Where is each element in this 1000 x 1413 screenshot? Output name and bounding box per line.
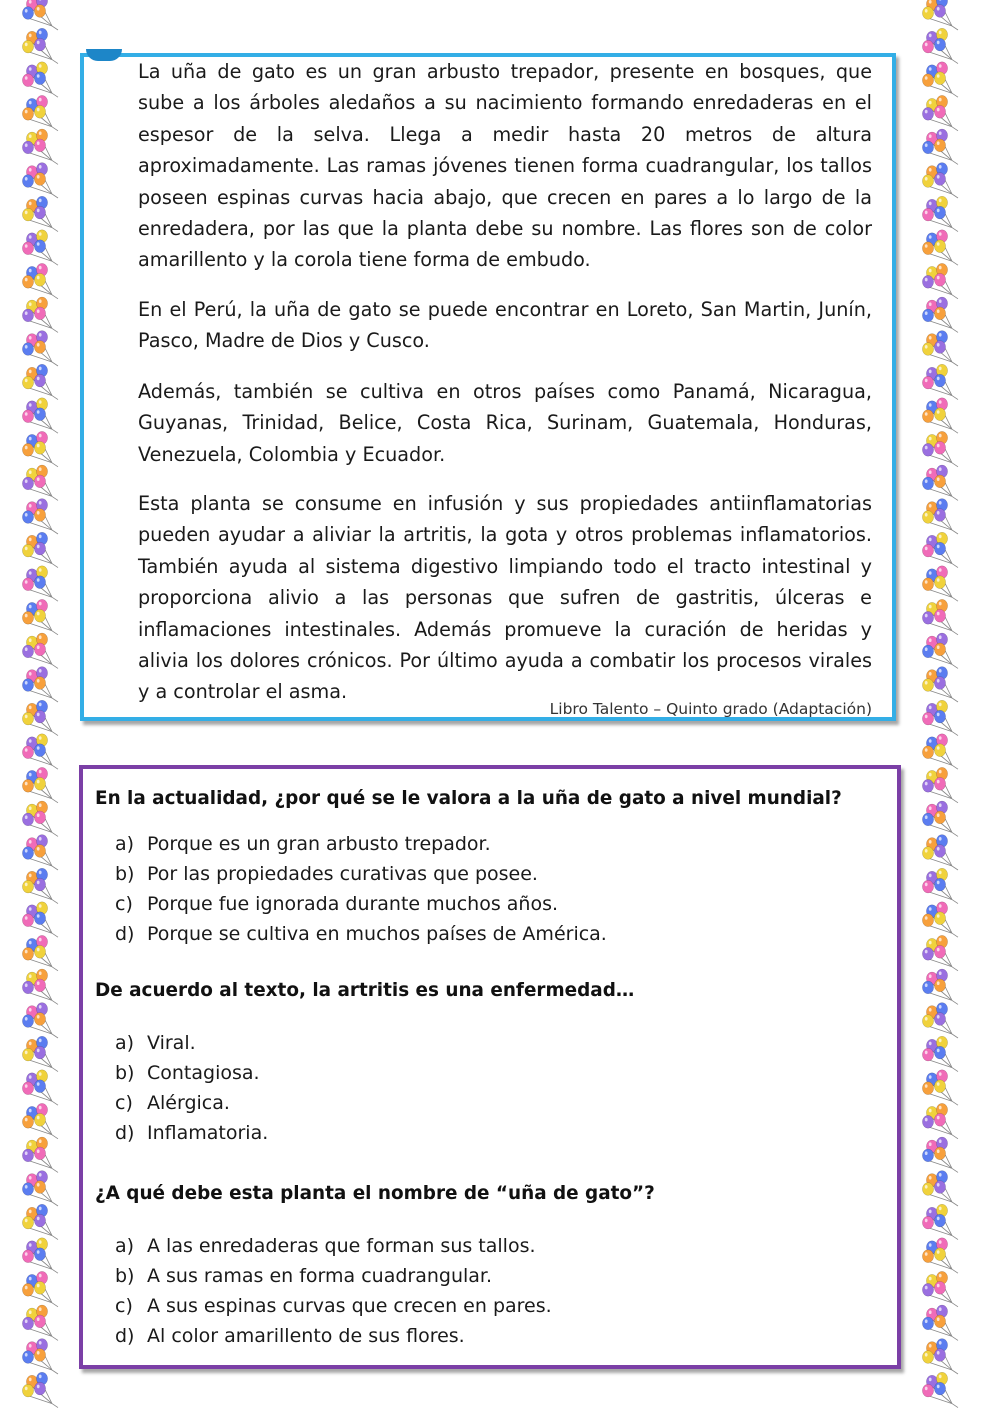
balloon-bunch-icon bbox=[922, 398, 958, 433]
balloon-bunch-icon bbox=[918, 0, 978, 1413]
balloon-bunch-icon bbox=[22, 1103, 58, 1138]
balloon-bunch-icon bbox=[22, 700, 58, 735]
balloon-bunch-icon bbox=[922, 163, 958, 198]
balloon-border-right bbox=[918, 0, 978, 1413]
balloon-bunch-icon bbox=[922, 62, 958, 97]
balloon-bunch-icon bbox=[22, 667, 58, 702]
option-1c[interactable]: c) Porque fue ignorada durante muchos años. bbox=[115, 893, 559, 915]
reading-paragraph-3: Además, también se cultiva en otros países como Panamá, Nicaragua, Guyanas, Trinidad, Belice, Costa Rica, Surinam, Guatemala, Honduras, Venezuela, Colombia y Ecuador. bbox=[138, 380, 872, 466]
option-2c[interactable]: c) Alérgica. bbox=[115, 1092, 230, 1114]
balloon-bunch-icon bbox=[922, 297, 958, 332]
balloon-bunch-icon bbox=[22, 1204, 58, 1239]
balloon-bunch-icon bbox=[922, 801, 958, 836]
balloon-bunch-icon bbox=[22, 633, 58, 668]
balloon-bunch-icon bbox=[22, 935, 58, 970]
balloon-bunch-icon bbox=[22, 62, 58, 97]
reading-paragraph-4: Esta planta se consume en infusión y sus propiedades antiinflamatorias pueden ayudar a aliviar la artritis, la gota y otros problemas inflamatorios. También ayuda al sistema digestivo limpiando todo el tracto intestinal y proporciona alivio a las personas que sufren de gastritis, úlceras e inflamaciones intestinales. Además promueve la curación de heridas y alivia los dolores crónicos. Por último ayuda a combatir los procesos virales y a controlar el asma. bbox=[138, 492, 872, 704]
balloon-bunch-icon bbox=[22, 969, 58, 1004]
balloon-bunch-icon bbox=[922, 599, 958, 634]
reading-paragraph-2: En el Perú, la uña de gato se puede encontrar en Loreto, San Martin, Junín, Pasco, Madre de Dios y Cusco. bbox=[138, 298, 872, 353]
balloon-bunch-icon bbox=[22, 1036, 58, 1071]
balloon-bunch-icon bbox=[922, 667, 958, 702]
option-2a[interactable]: a) Viral. bbox=[115, 1032, 196, 1054]
balloon-bunch-icon bbox=[22, 1271, 58, 1306]
balloon-bunch-icon bbox=[922, 263, 958, 298]
balloon-bunch-icon bbox=[922, 1271, 958, 1306]
balloon-bunch-icon bbox=[922, 935, 958, 970]
balloon-bunch-icon bbox=[22, 1003, 58, 1038]
option-1a[interactable]: a) Porque es un gran arbusto trepador. bbox=[115, 833, 491, 855]
balloon-bunch-icon bbox=[22, 835, 58, 870]
balloon-border-left bbox=[18, 0, 78, 1413]
balloon-bunch-icon bbox=[922, 700, 958, 735]
balloon-bunch-icon bbox=[922, 1137, 958, 1172]
reading-paragraph-1: La uña de gato es un gran arbusto trepador, presente en bosques, que sube a los árboles aledaños a su nacimiento formando enredaderas en el espesor de la selva. Llega a medir hasta 20 metros de altura aproximadamente. Las ramas jóvenes tienen forma cuadrangular, los tallos poseen espinas curvas hacia abajo, que crecen en pares a lo largo de la enredadera, por las que la planta debe su nombre. Las flores son de color amarillento y la corola tiene forma de embudo. bbox=[138, 60, 872, 272]
balloon-bunch-icon bbox=[922, 902, 958, 937]
balloon-bunch-icon bbox=[922, 499, 958, 534]
balloon-bunch-icon bbox=[922, 1339, 958, 1374]
balloon-bunch-icon bbox=[22, 599, 58, 634]
option-1d[interactable]: d) Porque se cultiva en muchos países de América. bbox=[115, 923, 607, 945]
balloon-bunch-icon bbox=[922, 28, 958, 63]
balloon-bunch-icon bbox=[22, 196, 58, 231]
balloon-bunch-icon bbox=[922, 465, 958, 500]
balloon-bunch-icon bbox=[22, 297, 58, 332]
balloon-bunch-icon bbox=[922, 0, 958, 30]
balloon-bunch-icon bbox=[22, 230, 58, 265]
balloon-bunch-icon bbox=[922, 1238, 958, 1273]
balloon-bunch-icon bbox=[922, 331, 958, 366]
balloon-bunch-icon bbox=[922, 364, 958, 399]
balloon-bunch-icon bbox=[922, 1305, 958, 1340]
balloon-bunch-icon bbox=[922, 95, 958, 130]
balloon-bunch-icon bbox=[22, 398, 58, 433]
question-3-title: ¿A qué debe esta planta el nombre de “uña de gato”? bbox=[95, 1183, 655, 1204]
question-2-title: De acuerdo al texto, la artritis es una enfermedad… bbox=[95, 980, 635, 1001]
balloon-bunch-icon bbox=[922, 566, 958, 601]
balloon-bunch-icon bbox=[22, 1372, 58, 1407]
balloon-bunch-icon bbox=[22, 263, 58, 298]
balloon-bunch-icon bbox=[922, 835, 958, 870]
option-3d[interactable]: d) Al color amarillento de sus flores. bbox=[115, 1325, 465, 1347]
balloon-bunch-icon bbox=[22, 95, 58, 130]
balloon-bunch-icon bbox=[922, 734, 958, 769]
option-3b[interactable]: b) A sus ramas en forma cuadrangular. bbox=[115, 1265, 493, 1287]
balloon-bunch-icon bbox=[22, 532, 58, 567]
question-3-options bbox=[115, 1231, 552, 1351]
balloon-bunch-icon bbox=[22, 331, 58, 366]
balloon-bunch-icon bbox=[22, 1305, 58, 1340]
balloon-bunch-icon bbox=[22, 566, 58, 601]
option-1b[interactable]: b) Por las propiedades curativas que posee. bbox=[115, 863, 538, 885]
balloon-bunch-icon bbox=[922, 1204, 958, 1239]
balloon-bunch-icon bbox=[922, 633, 958, 668]
balloon-bunch-icon bbox=[22, 767, 58, 802]
balloon-bunch-icon bbox=[22, 902, 58, 937]
question-1-options bbox=[115, 829, 607, 949]
balloon-bunch-icon bbox=[922, 969, 958, 1004]
balloon-bunch-icon bbox=[22, 129, 58, 164]
option-2b[interactable]: b) Contagiosa. bbox=[115, 1062, 260, 1084]
balloon-bunch-icon bbox=[922, 1003, 958, 1038]
balloon-bunch-icon bbox=[922, 230, 958, 265]
balloon-bunch-icon bbox=[22, 1137, 58, 1172]
balloon-bunch-icon bbox=[22, 431, 58, 466]
balloon-bunch-icon bbox=[22, 734, 58, 769]
balloon-bunch-icon bbox=[922, 1372, 958, 1407]
balloon-bunch-icon bbox=[922, 1036, 958, 1071]
question-1-title: En la actualidad, ¿por qué se le valora a la uña de gato a nivel mundial? bbox=[95, 788, 842, 809]
source-citation: Libro Talento – Quinto grado (Adaptación) bbox=[549, 700, 872, 718]
option-3a[interactable]: a) A las enredaderas que forman sus tallos. bbox=[115, 1235, 536, 1257]
question-2-options bbox=[115, 1028, 268, 1148]
balloon-bunch-icon bbox=[22, 499, 58, 534]
balloon-bunch-icon bbox=[922, 431, 958, 466]
balloon-bunch-icon bbox=[922, 767, 958, 802]
balloon-bunch-icon bbox=[22, 0, 58, 30]
balloon-bunch-icon bbox=[922, 1171, 958, 1206]
balloon-bunch-icon bbox=[22, 1238, 58, 1273]
balloon-bunch-icon bbox=[18, 0, 78, 1413]
option-3c[interactable]: c) A sus espinas curvas que crecen en pares. bbox=[115, 1295, 552, 1317]
balloon-bunch-icon bbox=[922, 1103, 958, 1138]
balloon-bunch-icon bbox=[22, 1070, 58, 1105]
balloon-bunch-icon bbox=[22, 868, 58, 903]
balloon-bunch-icon bbox=[22, 163, 58, 198]
option-2d[interactable]: d) Inflamatoria. bbox=[115, 1122, 269, 1144]
balloon-bunch-icon bbox=[22, 364, 58, 399]
balloon-bunch-icon bbox=[22, 28, 58, 63]
balloon-bunch-icon bbox=[22, 1171, 58, 1206]
balloon-bunch-icon bbox=[922, 196, 958, 231]
balloon-bunch-icon bbox=[22, 1339, 58, 1374]
balloon-bunch-icon bbox=[22, 465, 58, 500]
balloon-bunch-icon bbox=[922, 532, 958, 567]
balloon-bunch-icon bbox=[922, 129, 958, 164]
balloon-bunch-icon bbox=[922, 868, 958, 903]
balloon-bunch-icon bbox=[922, 1070, 958, 1105]
balloon-bunch-icon bbox=[22, 801, 58, 836]
